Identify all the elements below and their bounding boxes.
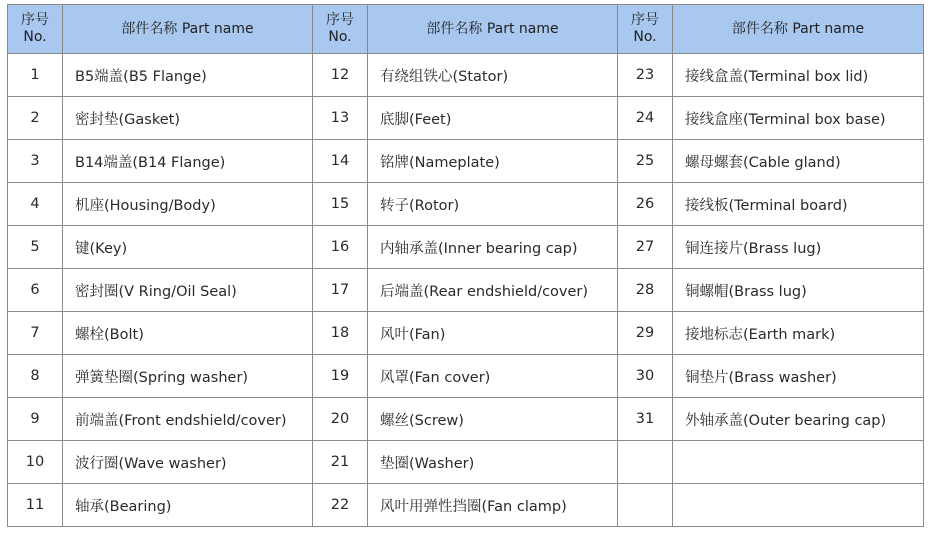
table-row [8, 484, 924, 527]
part-number-cell: 16 [313, 226, 368, 269]
part-name-cell: 内轴承盖(Inner bearing cap) [368, 226, 618, 269]
part-number-cell: 24 [618, 97, 673, 140]
parts-table-container [7, 4, 923, 527]
part-number-cell: 21 [313, 441, 368, 484]
table-row [8, 97, 924, 140]
part-name-cell: 风叶(Fan) [368, 312, 618, 355]
part-number-cell: 17 [313, 269, 368, 312]
table-row [8, 54, 924, 97]
part-number-cell [618, 441, 673, 484]
part-number-cell: 9 [8, 398, 63, 441]
header-part-name-3: 部件名称 Part name [673, 5, 924, 54]
header-part-name-2: 部件名称 Part name [368, 5, 618, 54]
part-number-cell: 4 [8, 183, 63, 226]
part-name-cell: 接地标志(Earth mark) [673, 312, 924, 355]
table-row [8, 140, 924, 183]
part-number-cell [618, 484, 673, 527]
part-number-cell: 27 [618, 226, 673, 269]
table-row [8, 312, 924, 355]
table-row [8, 269, 924, 312]
part-name-cell: 螺母螺套(Cable gland) [673, 140, 924, 183]
part-name-cell: B5端盖(B5 Flange) [63, 54, 313, 97]
header-no-label-en: No. [633, 29, 657, 45]
header-no-label: 序号 [326, 12, 354, 28]
part-number-cell: 28 [618, 269, 673, 312]
part-name-cell: 外轴承盖(Outer bearing cap) [673, 398, 924, 441]
part-name-cell: 弹簧垫圈(Spring washer) [63, 355, 313, 398]
header-no-label: 序号 [631, 12, 659, 28]
part-name-cell: 铜连接片(Brass lug) [673, 226, 924, 269]
part-name-cell: 风叶用弹性挡圈(Fan clamp) [368, 484, 618, 527]
part-number-cell: 20 [313, 398, 368, 441]
part-name-cell: 转子(Rotor) [368, 183, 618, 226]
part-name-cell: 前端盖(Front endshield/cover) [63, 398, 313, 441]
part-number-cell: 23 [618, 54, 673, 97]
part-name-cell: 铜垫片(Brass washer) [673, 355, 924, 398]
part-number-cell: 5 [8, 226, 63, 269]
part-name-cell: 轴承(Bearing) [63, 484, 313, 527]
part-number-cell: 6 [8, 269, 63, 312]
part-name-cell [673, 441, 924, 484]
part-name-cell: 波行圈(Wave washer) [63, 441, 313, 484]
part-name-cell: 螺丝(Screw) [368, 398, 618, 441]
header-no-2 [313, 5, 368, 54]
part-number-cell: 2 [8, 97, 63, 140]
part-number-cell: 3 [8, 140, 63, 183]
part-number-cell: 22 [313, 484, 368, 527]
part-number-cell: 10 [8, 441, 63, 484]
part-number-cell: 30 [618, 355, 673, 398]
part-number-cell: 29 [618, 312, 673, 355]
part-number-cell: 13 [313, 97, 368, 140]
part-number-cell: 1 [8, 54, 63, 97]
parts-table [7, 4, 924, 527]
header-row [8, 5, 924, 54]
part-name-cell: 有绕组铁心(Stator) [368, 54, 618, 97]
part-number-cell: 26 [618, 183, 673, 226]
part-number-cell: 31 [618, 398, 673, 441]
part-name-cell: 接线盒盖(Terminal box lid) [673, 54, 924, 97]
part-name-cell: 键(Key) [63, 226, 313, 269]
part-name-cell: 铜螺帽(Brass lug) [673, 269, 924, 312]
part-number-cell: 15 [313, 183, 368, 226]
part-name-cell: 垫圈(Washer) [368, 441, 618, 484]
table-row [8, 355, 924, 398]
part-number-cell: 7 [8, 312, 63, 355]
part-name-cell: 后端盖(Rear endshield/cover) [368, 269, 618, 312]
part-number-cell: 19 [313, 355, 368, 398]
header-no-label-en: No. [23, 29, 47, 45]
header-part-name-1: 部件名称 Part name [63, 5, 313, 54]
part-number-cell: 18 [313, 312, 368, 355]
part-number-cell: 14 [313, 140, 368, 183]
table-row [8, 398, 924, 441]
header-no-label: 序号 [21, 12, 49, 28]
header-no-3 [618, 5, 673, 54]
part-name-cell: B14端盖(B14 Flange) [63, 140, 313, 183]
part-name-cell: 接线盒座(Terminal box base) [673, 97, 924, 140]
header-no-1 [8, 5, 63, 54]
part-number-cell: 11 [8, 484, 63, 527]
part-name-cell: 机座(Housing/Body) [63, 183, 313, 226]
table-row [8, 441, 924, 484]
part-name-cell: 底脚(Feet) [368, 97, 618, 140]
part-name-cell: 螺栓(Bolt) [63, 312, 313, 355]
part-name-cell: 铭牌(Nameplate) [368, 140, 618, 183]
part-number-cell: 8 [8, 355, 63, 398]
table-row [8, 226, 924, 269]
part-number-cell: 12 [313, 54, 368, 97]
header-no-label-en: No. [328, 29, 352, 45]
part-name-cell [673, 484, 924, 527]
parts-table-body [8, 54, 924, 527]
part-name-cell: 接线板(Terminal board) [673, 183, 924, 226]
part-name-cell: 密封圈(V Ring/Oil Seal) [63, 269, 313, 312]
part-name-cell: 密封垫(Gasket) [63, 97, 313, 140]
table-row [8, 183, 924, 226]
part-name-cell: 风罩(Fan cover) [368, 355, 618, 398]
part-number-cell: 25 [618, 140, 673, 183]
